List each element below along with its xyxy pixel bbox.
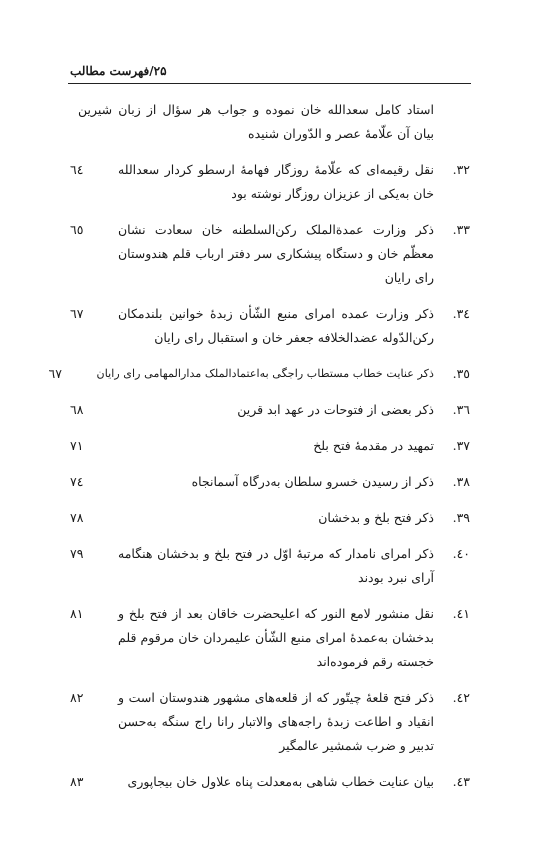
toc-entry-title: بیان عنایت خطاب شاهی به‌معدلت پناه علاول خان بیجاپوری [127, 774, 434, 789]
toc-entry [70, 470, 470, 494]
toc-entry [70, 434, 470, 458]
toc-entry-page: ۷٤ [70, 474, 84, 489]
toc-entry-number: ٤۱. [452, 606, 470, 621]
toc-entry-title: ذکر فتح قلعهٔ چیتّور که از قلعه‌های مشهور هندوستان است و انقیاد و اطاعت زبدهٔ راجه‌های والاتبار رانا راج سنگه به‌حسن تدبیر و ضرب شمشیر عالمگیر [118, 690, 434, 753]
toc-entry-number: ۳٥. [452, 366, 470, 381]
toc-entry-page: ٦٧ [70, 306, 84, 321]
table-of-contents [48, 98, 470, 806]
toc-entry-title: ذکر عنایت خطاب مستطاب راجگی به‌اعتمادالملک مدارالمهامی رای رایان [96, 367, 434, 380]
toc-entry-number: ۳۹. [452, 510, 470, 525]
toc-entry-page: ۷۸ [70, 510, 84, 525]
toc-entry [70, 398, 470, 422]
toc-entry-title: ذکر امرای نامدار که مرتبهٔ اوّل در فتح بلخ و بدخشان هنگامه آرای نبرد بودند [118, 546, 434, 585]
toc-entry-title: ذکر وزارت عمده امرای منبع الشّأن زبدهٔ خوانین بلندمکان رکن‌الدّوله عضدالخلافه جعفر خان و استقبال رای رایان [118, 306, 434, 345]
toc-entry-page: ۷۹ [70, 546, 84, 561]
header-rule [68, 83, 471, 84]
toc-entry-number: ٤۲. [452, 690, 470, 705]
toc-entry-page: ٦٨ [70, 402, 84, 417]
running-head: ۲۵/فهرست مطالب [70, 64, 167, 78]
toc-entry-continued [70, 98, 470, 146]
toc-entry-page: ۸۲ [70, 690, 84, 705]
toc-entry-title: نقل رقیمه‌ای که علّامهٔ روزگار فهامهٔ ارسطو کردار سعدالله خان به‌یکی از عزیزان روزگار نوشته بود [118, 162, 434, 201]
toc-entry-page: ۸۱ [70, 606, 84, 621]
toc-entry [70, 686, 470, 758]
toc-entry-page: ٦٧ [48, 366, 62, 381]
toc-entry-page: ۸۳ [70, 774, 84, 789]
toc-entry [70, 770, 470, 794]
toc-entry-number: ۳٤. [452, 306, 470, 321]
toc-entry [70, 302, 470, 350]
toc-entry [70, 542, 470, 590]
toc-entry-page: ٦٥ [70, 222, 84, 237]
toc-entry [70, 158, 470, 206]
toc-entry-number: ٤۳. [452, 774, 470, 789]
toc-entry-number: ۳۲. [452, 162, 470, 177]
toc-entry-page: ۷۱ [70, 438, 84, 453]
toc-entry-title: استاد کامل سعدالله خان نموده و جواب هر سؤال از زبان شیرین بیان آن علّامهٔ عصر و الدّوران شنیده [78, 102, 434, 141]
toc-entry-number: ۳۷. [452, 438, 470, 453]
toc-entry [70, 218, 470, 290]
toc-entry-number: ۳٦. [452, 402, 470, 417]
toc-entry-title: تمهید در مقدمهٔ فتح بلخ [313, 438, 434, 453]
toc-entry-number: ۳۳. [452, 222, 470, 237]
toc-entry-title: ذکر از رسیدن خسرو سلطان به‌درگاه آسمانجاه [191, 474, 434, 489]
toc-entry [70, 506, 470, 530]
toc-entry [48, 362, 470, 386]
toc-entry [70, 602, 470, 674]
toc-entry-number: ۳۸. [452, 474, 470, 489]
toc-entry-title: ذکر بعضی از فتوحات در عهد ابد قرین [237, 402, 434, 417]
toc-entry-page: ٦٤ [70, 162, 84, 177]
toc-entry-title: ذکر وزارت عمدةالملک رکن‌السلطنه خان سعادت نشان معظّم خان و دستگاه پیشکاری سر دفتر ارباب قلم هندوستان رای رایان [118, 222, 434, 285]
toc-entry-title: نقل منشور لامع النور که اعلیحضرت خاقان بعد از فتح بلخ و بدخشان به‌عمدهٔ امرای منبع الشّأن علیمردان خان مرقوم قلم خجسته رقم فرموده‌اند [118, 606, 434, 669]
toc-entry-title: ذکر فتح بلخ و بدخشان [318, 510, 434, 525]
toc-entry-number: ٤۰. [452, 546, 470, 561]
